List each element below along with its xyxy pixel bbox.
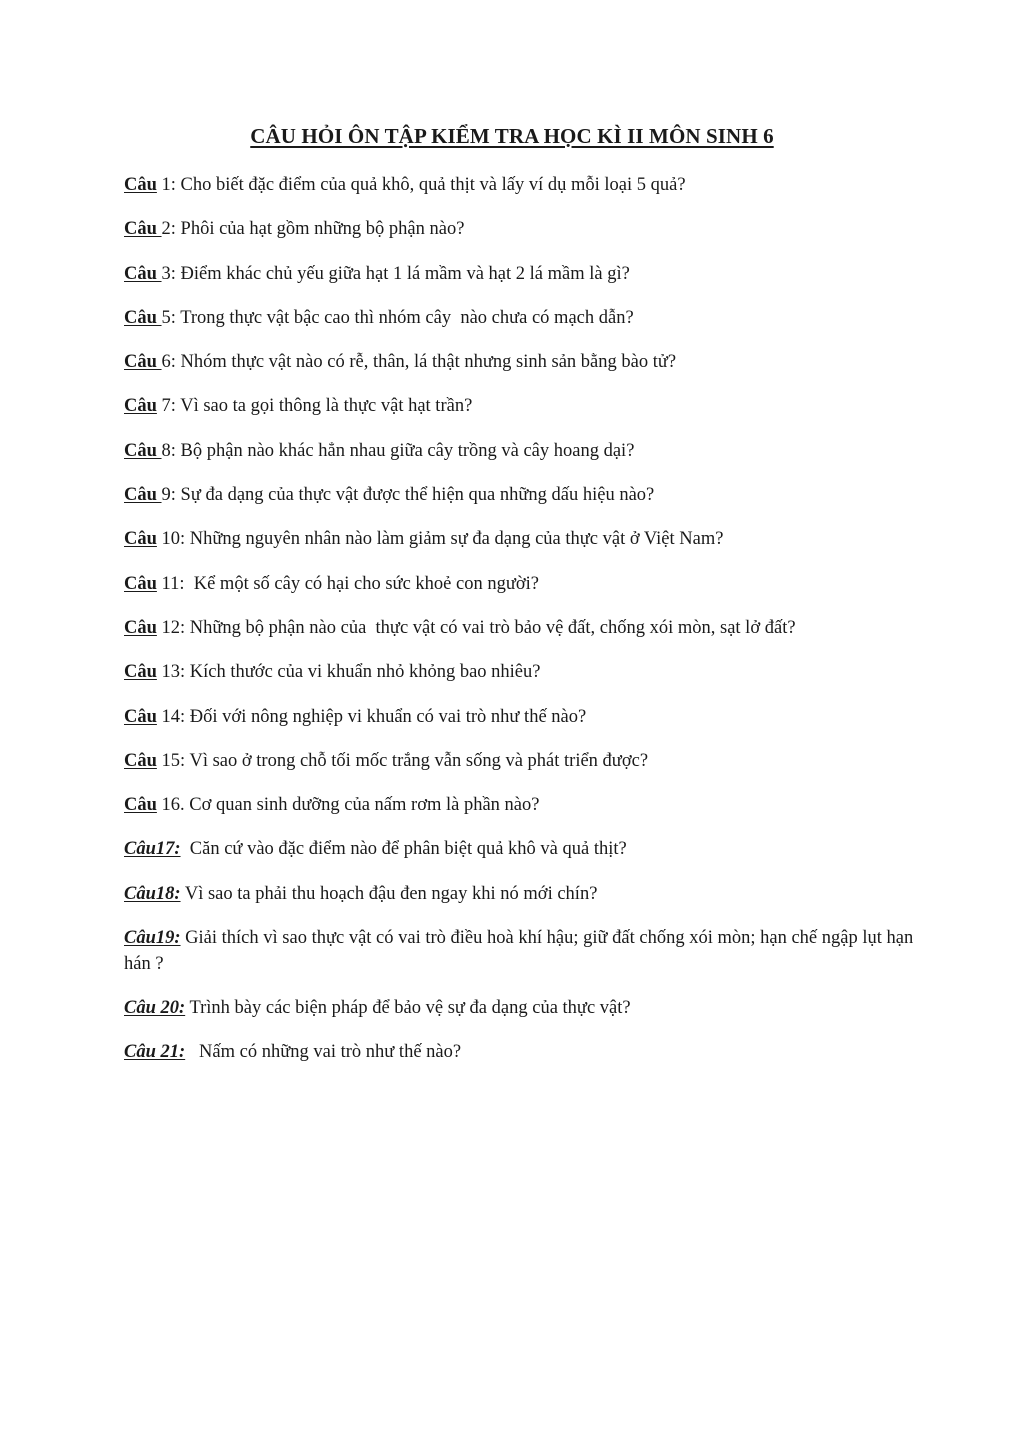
question-label: Câu17:	[124, 839, 181, 860]
question-item	[124, 216, 914, 242]
question-text: 15: Vì sao ở trong chỗ tối mốc trắng vẫn sống và phát triển được?	[156, 750, 649, 771]
question-text: 16. Cơ quan sinh dưỡng của nấm rơm là phần nào?	[156, 795, 540, 816]
question-text: Trình bày các biện pháp để bảo vệ sự đa dạng của thực vật?	[185, 998, 631, 1019]
question-label: Câu	[124, 617, 157, 638]
question-item	[124, 172, 914, 198]
question-item	[124, 792, 914, 818]
question-label: Câu	[124, 396, 157, 417]
question-item	[124, 704, 914, 730]
question-item	[124, 995, 914, 1021]
question-text: 7: Vì sao ta gọi thông là thực vật hạt trần?	[156, 396, 473, 417]
question-label: Câu	[124, 175, 157, 195]
question-label: Câu	[124, 485, 162, 506]
question-label: Câu	[124, 750, 157, 771]
question-item	[124, 349, 914, 375]
question-item	[124, 393, 914, 419]
question-label: Câu	[124, 529, 157, 550]
question-text: 6: Nhóm thực vật nào có rễ, thân, lá thật nhưng sinh sản bằng bào tử?	[161, 352, 677, 373]
question-item	[124, 836, 914, 862]
question-item	[124, 526, 914, 552]
question-text: 3: Điểm khác chủ yếu giữa hạt 1 lá mầm và hạt 2 lá mầm là gì?	[161, 263, 630, 284]
question-text: 1: Cho biết đặc điểm của quả khô, quả thịt và lấy ví dụ mỗi loại 5 quả?	[156, 175, 686, 195]
question-text: Giải thích vì sao thực vật có vai trò điều hoà khí hậu; giữ đất chống xói mòn; hạn chế ngập lụt hạn hán ?	[124, 928, 918, 975]
question-text: 2: Phôi của hạt gồm những bộ phận nào?	[161, 219, 465, 240]
question-label: Câu	[124, 706, 157, 727]
question-label: Câu 20:	[124, 998, 186, 1019]
question-item	[124, 482, 914, 508]
question-label: Câu	[124, 573, 157, 594]
question-text: 10: Những nguyên nhân nào làm giảm sự đa dạng của thực vật ở Việt Nam?	[156, 529, 724, 550]
question-text: Vì sao ta phải thu hoạch đậu đen ngay khi nó mới chín?	[180, 883, 598, 904]
question-text: 11: Kể một số cây có hại cho sức khoẻ con người?	[156, 573, 540, 594]
question-label: Câu	[124, 219, 162, 240]
question-item	[124, 305, 914, 331]
question-label: Câu18:	[124, 883, 181, 904]
question-label: Câu	[124, 662, 157, 683]
question-item	[124, 659, 914, 685]
question-text: Căn cứ vào đặc điểm nào để phân biệt quả khô và quả thịt?	[180, 839, 627, 860]
question-item	[124, 925, 918, 977]
question-text: Nấm có những vai trò như thế nào?	[185, 1042, 462, 1063]
question-item	[124, 261, 914, 287]
question-list	[124, 172, 918, 1084]
question-item	[124, 881, 914, 907]
question-item	[124, 438, 914, 464]
question-label: Câu19:	[124, 928, 181, 949]
question-item	[124, 1039, 914, 1065]
question-text: 9: Sự đa dạng của thực vật được thể hiện qua những dấu hiệu nào?	[161, 485, 655, 506]
question-text: 8: Bộ phận nào khác hẳn nhau giữa cây trồng và cây hoang dại?	[161, 440, 635, 461]
question-item	[124, 748, 914, 774]
question-text: 5: Trong thực vật bậc cao thì nhóm cây nào chưa có mạch dẫn?	[161, 307, 634, 328]
question-text: 12: Những bộ phận nào của thực vật có vai trò bảo vệ đất, chống xói mòn, sạt lở đất?	[156, 617, 796, 638]
question-label: Câu	[124, 440, 162, 461]
document-title: CÂU HỎI ÔN TẬP KIỂM TRA HỌC KÌ II MÔN SINH 6	[250, 124, 774, 148]
question-label: Câu	[124, 352, 162, 373]
question-text: 14: Đối với nông nghiệp vi khuẩn có vai trò như thế nào?	[156, 706, 587, 727]
question-item	[124, 615, 914, 641]
question-item	[124, 571, 914, 597]
question-label: Câu	[124, 307, 162, 328]
question-label: Câu	[124, 263, 162, 284]
question-label: Câu 21:	[124, 1042, 186, 1063]
question-text: 13: Kích thước của vi khuẩn nhỏ khỏng bao nhiêu?	[156, 662, 541, 683]
question-label: Câu	[124, 795, 157, 816]
